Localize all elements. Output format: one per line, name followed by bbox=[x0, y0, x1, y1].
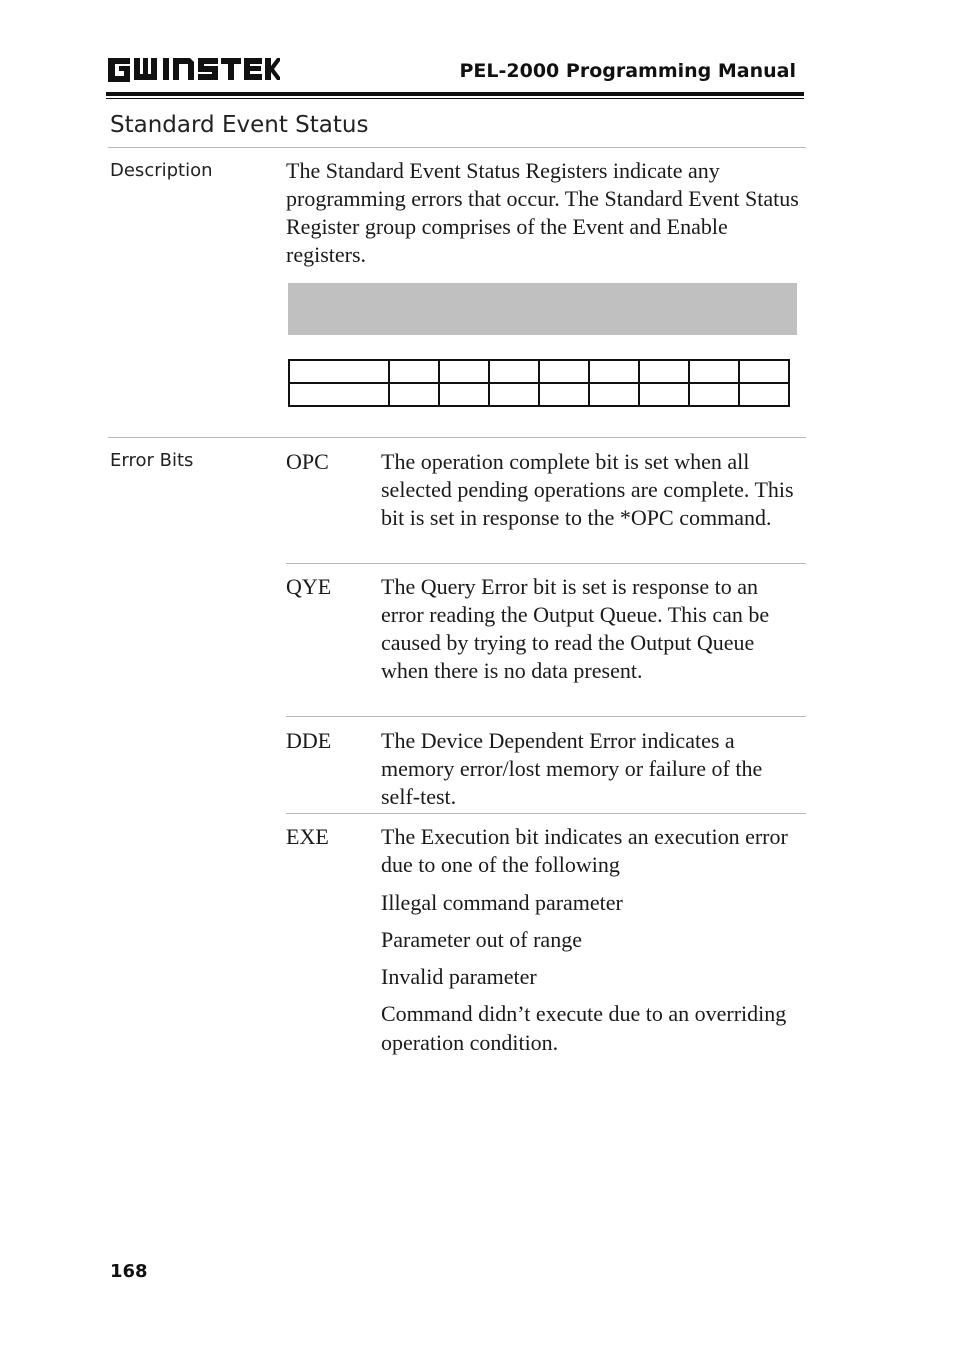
exe-cause-item: Parameter out of range bbox=[381, 927, 582, 952]
error-bit-desc-dde: The Device Dependent Error indicates a memory error/lost memory or failure of the self-test. bbox=[381, 728, 763, 809]
register-cell bbox=[489, 383, 539, 406]
gw-instek-logo bbox=[108, 54, 280, 84]
register-cell bbox=[289, 360, 389, 383]
error-bit-code-qye: QYE bbox=[286, 574, 332, 599]
register-cell bbox=[389, 360, 439, 383]
error-bits-label: Error Bits bbox=[110, 450, 194, 471]
register-cell bbox=[689, 360, 739, 383]
manual-title: PEL-2000 Programming Manual bbox=[459, 60, 796, 82]
description-text: The Standard Event Status Registers indicate any programming errors that occur. The Standard Event Status Register group comprises of the Event and Enable registers. bbox=[286, 158, 799, 267]
error-bit-desc-opc: The operation complete bit is set when all selected pending operations are complete. This bit is set in response to the *OPC command. bbox=[381, 449, 794, 530]
register-bit-table bbox=[288, 359, 790, 407]
exe-cause-item: Illegal command parameter bbox=[381, 890, 623, 915]
register-cell bbox=[439, 360, 489, 383]
error-bit-desc-exe: The Execution bit indicates an execution error due to one of the following bbox=[381, 824, 788, 877]
register-cell bbox=[539, 360, 589, 383]
register-cell bbox=[639, 360, 689, 383]
register-row bbox=[289, 360, 789, 383]
register-cell bbox=[489, 360, 539, 383]
register-cell bbox=[689, 383, 739, 406]
error-bit-divider bbox=[286, 813, 806, 814]
description-divider bbox=[108, 437, 806, 438]
header-rule-thin bbox=[106, 98, 804, 99]
register-cell bbox=[739, 360, 789, 383]
section-title: Standard Event Status bbox=[110, 112, 369, 138]
error-bit-desc-qye: The Query Error bit is set is response to an error reading the Output Queue. This can be caused by trying to read the Output Queue when there is no data present. bbox=[381, 574, 770, 683]
header-rule-thick bbox=[106, 92, 804, 96]
section-divider bbox=[108, 147, 806, 148]
error-bit-code-exe: EXE bbox=[286, 824, 329, 849]
register-cell bbox=[439, 383, 489, 406]
register-diagram-header bbox=[288, 283, 797, 335]
register-cell bbox=[589, 360, 639, 383]
register-cell bbox=[739, 383, 789, 406]
register-cell bbox=[389, 383, 439, 406]
register-row bbox=[289, 383, 789, 406]
register-cell bbox=[589, 383, 639, 406]
register-cell bbox=[539, 383, 589, 406]
error-bit-divider bbox=[286, 716, 806, 717]
register-cell bbox=[289, 383, 389, 406]
error-bit-divider bbox=[286, 563, 806, 564]
error-bit-code-dde: DDE bbox=[286, 728, 332, 753]
exe-cause-item: Invalid parameter bbox=[381, 964, 537, 989]
exe-cause-item: Command didn’t execute due to an overriding operation condition. bbox=[381, 1001, 787, 1055]
description-label: Description bbox=[110, 160, 213, 181]
page-number: 168 bbox=[110, 1261, 148, 1282]
error-bit-code-opc: OPC bbox=[286, 449, 329, 474]
register-cell bbox=[639, 383, 689, 406]
